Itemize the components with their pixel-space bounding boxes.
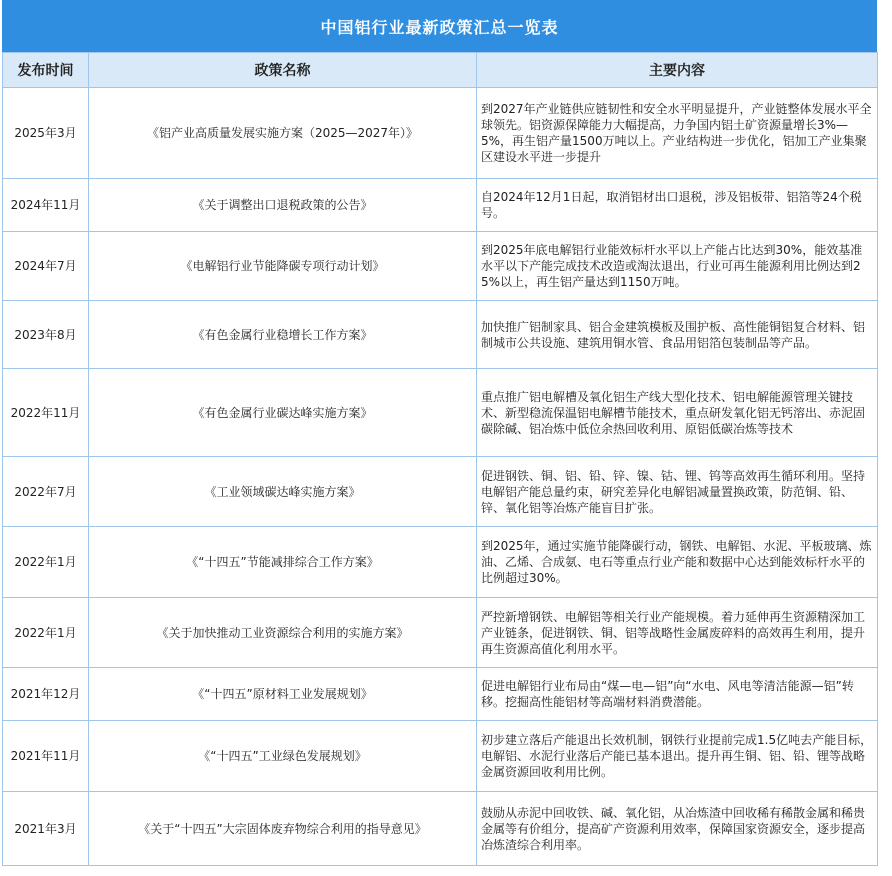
- row-policy: 《有色金属行业稳增长工作方案》: [89, 301, 477, 369]
- row-date: 2021年3月: [3, 792, 89, 866]
- row-date: 2024年7月: [3, 232, 89, 301]
- table-row: [3, 457, 878, 527]
- table-row: [3, 232, 878, 301]
- row-content: 到2027年产业链供应链韧性和安全水平明显提升，产业链整体发展水平全球领先。铝资源保障能力大幅提高，力争国内铝土矿资源量增长3%—5%，再生铝产量1500万吨以上。产业结构进一步优化，铝加工产业集聚区建设水平进一步提升: [477, 88, 878, 179]
- table-title: 中国铝行业最新政策汇总一览表: [2, 0, 877, 52]
- row-date: 2022年1月: [3, 527, 89, 598]
- table-row: [3, 88, 878, 179]
- table-row: [3, 369, 878, 457]
- policy-summary-table-wrap: [2, 0, 877, 866]
- row-policy: 《铝产业高质量发展实施方案（2025—2027年）》: [89, 88, 477, 179]
- header-row: [3, 53, 878, 88]
- table-row: [3, 792, 878, 866]
- table-row: [3, 527, 878, 598]
- row-policy: 《“十四五”原材料工业发展规划》: [89, 668, 477, 721]
- row-date: 2022年7月: [3, 457, 89, 527]
- row-content: 到2025年底电解铝行业能效标杆水平以上产能占比达到30%，能效基准水平以下产能完成技术改造或淘汰退出，行业可再生能源利用比例达到25%以上，再生铝产量达到1150万吨。: [477, 232, 878, 301]
- row-policy: 《有色金属行业碳达峰实施方案》: [89, 369, 477, 457]
- row-policy: 《关于调整出口退税政策的公告》: [89, 179, 477, 232]
- header-date: 发布时间: [3, 53, 89, 88]
- header-policy: 政策名称: [89, 53, 477, 88]
- table-row: [3, 301, 878, 369]
- row-content: 鼓励从赤泥中回收铁、碱、氧化铝，从冶炼渣中回收稀有稀散金属和稀贵金属等有价组分，提高矿产资源利用效率，保障国家资源安全，逐步提高冶炼渣综合利用率。: [477, 792, 878, 866]
- policy-table: [2, 52, 878, 866]
- row-content: 促进钢铁、铜、铝、铅、锌、镍、钴、锂、钨等高效再生循环利用。坚持电解铝产能总量约束，研究差异化电解铝减量置换政策，防范铜、铅、锌、氧化铝等冶炼产能盲目扩张。: [477, 457, 878, 527]
- row-policy: 《工业领域碳达峰实施方案》: [89, 457, 477, 527]
- row-date: 2023年8月: [3, 301, 89, 369]
- row-content: 促进电解铝行业布局由“煤—电—铝”向“水电、风电等清洁能源—铝”转移。挖掘高性能铝材等高端材料消费潜能。: [477, 668, 878, 721]
- row-content: 初步建立落后产能退出长效机制，钢铁行业提前完成1.5亿吨去产能目标，电解铝、水泥行业落后产能已基本退出。提升再生铜、铝、铅、锂等战略金属资源回收利用比例。: [477, 721, 878, 792]
- table-row: [3, 668, 878, 721]
- row-content: 自2024年12月1日起，取消铝材出口退税，涉及铝板带、铝箔等24个税号。: [477, 179, 878, 232]
- row-date: 2021年12月: [3, 668, 89, 721]
- header-content: 主要内容: [477, 53, 878, 88]
- row-content: 加快推广铝制家具、铝合金建筑模板及围护板、高性能铜铝复合材料、铝制城市公共设施、建筑用铜水管、食品用铝箔包装制品等产品。: [477, 301, 878, 369]
- row-content: 重点推广铝电解槽及氧化铝生产线大型化技术、铝电解能源管理关键技术、新型稳流保温铝电解槽节能技术，重点研发氧化铝无钙溶出、赤泥固碳除碱、铝冶炼中低位余热回收利用、原铝低碳冶炼等技术: [477, 369, 878, 457]
- row-date: 2024年11月: [3, 179, 89, 232]
- row-policy: 《关于加快推动工业资源综合利用的实施方案》: [89, 598, 477, 668]
- row-policy: 《“十四五”节能减排综合工作方案》: [89, 527, 477, 598]
- row-content: 到2025年，通过实施节能降碳行动，钢铁、电解铝、水泥、平板玻璃、炼油、乙烯、合成氨、电石等重点行业产能和数据中心达到能效标杆水平的比例超过30%。: [477, 527, 878, 598]
- row-date: 2022年11月: [3, 369, 89, 457]
- row-policy: 《电解铝行业节能降碳专项行动计划》: [89, 232, 477, 301]
- row-date: 2021年11月: [3, 721, 89, 792]
- table-row: [3, 721, 878, 792]
- row-content: 严控新增钢铁、电解铝等相关行业产能规模。着力延伸再生资源精深加工产业链条，促进钢铁、铜、铝等战略性金属废碎料的高效再生利用，提升再生资源高值化利用水平。: [477, 598, 878, 668]
- row-policy: 《“十四五”工业绿色发展规划》: [89, 721, 477, 792]
- row-policy: 《关于“十四五”大宗固体废弃物综合利用的指导意见》: [89, 792, 477, 866]
- table-row: [3, 598, 878, 668]
- row-date: 2022年1月: [3, 598, 89, 668]
- row-date: 2025年3月: [3, 88, 89, 179]
- table-row: [3, 179, 878, 232]
